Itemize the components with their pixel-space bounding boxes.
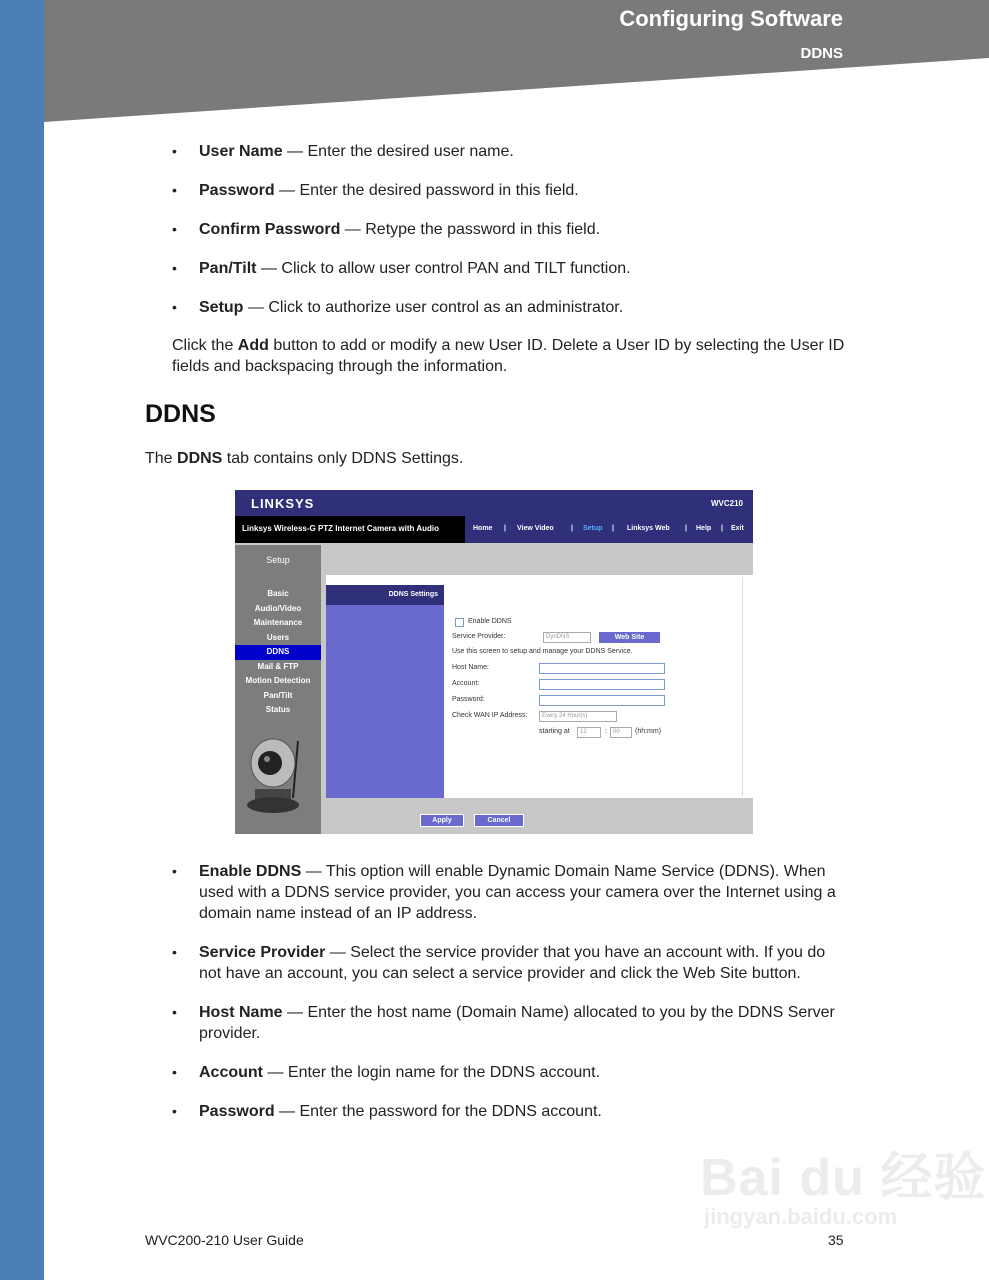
list-item: • Confirm Password — Retype the password in this field.: [172, 219, 842, 240]
list-item: • Account — Enter the login name for the DDNS account.: [172, 1062, 842, 1083]
account-input[interactable]: [539, 679, 665, 690]
sidebar-item-status[interactable]: Status: [265, 705, 291, 714]
action-bar: [326, 807, 753, 834]
sidebar-item-motion-detection[interactable]: Motion Detection: [245, 676, 311, 685]
sidebar-title: Setup: [266, 555, 290, 565]
watermark-logo: Bai du 经验: [700, 1149, 987, 1207]
web-site-button[interactable]: Web Site: [598, 631, 661, 644]
user-fields-list: [172, 141, 842, 336]
header-title: Configuring Software: [619, 6, 843, 31]
sidebar-menu: [235, 587, 321, 718]
ddns-settings-panel: [326, 575, 753, 798]
password-label: Password:: [452, 696, 485, 703]
linksys-logo: LINKSYS: [251, 496, 315, 511]
ddns-hint: Use this screen to setup and manage your DDNS Service.: [452, 648, 633, 655]
nav-links: [465, 516, 753, 543]
nav-help[interactable]: Help: [696, 525, 712, 532]
nav-linksys-web[interactable]: Linksys Web: [627, 525, 670, 532]
ddns-settings-tab: DDNS Settings: [326, 585, 444, 605]
list-item: • Password — Enter the password for the DDNS account.: [172, 1101, 842, 1122]
list-item: • Pan/Tilt — Click to allow user control PAN and TILT function.: [172, 258, 842, 279]
camera-icon: [243, 723, 313, 823]
sidebar-item-basic[interactable]: Basic: [267, 589, 289, 598]
check-wan-label: Check WAN IP Address:: [452, 712, 528, 719]
enable-ddns-checkbox[interactable]: [455, 618, 464, 627]
section-heading: DDNS: [145, 400, 216, 428]
list-item: • Password — Enter the desired password in this field.: [172, 180, 842, 201]
header-subtitle: DDNS: [800, 45, 843, 62]
host-name-label: Host Name:: [452, 664, 489, 671]
add-paragraph: Click the Add button to add or modify a new User ID. Delete a User ID by selecting the User ID fields and backspacing through the information.: [172, 337, 845, 375]
service-provider-label: Service Provider:: [452, 633, 506, 640]
nav-exit[interactable]: Exit: [731, 525, 744, 532]
setup-sidebar: [235, 545, 321, 834]
footer-guide-title: WVC200-210 User Guide: [145, 1232, 304, 1248]
nav-view-video[interactable]: View Video: [517, 525, 554, 532]
sidebar-item-maintenance[interactable]: Maintenance: [253, 618, 303, 627]
nav-separator: |: [685, 525, 687, 532]
settings-left-column: [326, 585, 444, 798]
product-name: Linksys Wireless-G PTZ Internet Camera with Audio: [242, 524, 440, 533]
list-item: • Enable DDNS — This option will enable Dynamic Domain Name Service (DDNS). When used with a DDNS service provider, you can access your camera over the Internet using a domain name instead of an IP address.: [172, 861, 842, 924]
nav-separator: |: [571, 525, 573, 532]
model-label: WVC210: [710, 499, 743, 508]
screenshot-topbar: [235, 490, 753, 516]
watermark: [700, 1135, 986, 1230]
account-label: Account:: [452, 680, 480, 687]
password-input[interactable]: [539, 695, 665, 706]
header-banner: [44, 0, 989, 125]
footer-page-number: 35: [828, 1232, 844, 1248]
time-colon: :: [605, 728, 607, 735]
left-color-bar: [0, 0, 44, 1280]
watermark-url: jingyan.baidu.com: [704, 1204, 898, 1229]
list-item: • Host Name — Enter the host name (Domain Name) allocated to you by the DDNS Server provider.: [172, 1002, 842, 1044]
sidebar-item-users[interactable]: Users: [266, 632, 290, 642]
minute-select[interactable]: 00: [610, 727, 632, 738]
time-format-label: (hh:mm): [635, 728, 662, 735]
cancel-button[interactable]: Cancel: [474, 814, 524, 827]
nav-setup[interactable]: Setup: [583, 525, 603, 532]
sidebar-item-mail-ftp[interactable]: Mail & FTP: [257, 661, 299, 671]
section-intro: The DDNS tab contains only DDNS Settings.: [145, 450, 464, 467]
nav-separator: |: [612, 525, 614, 532]
page-header: [44, 0, 989, 125]
check-interval-select[interactable]: Every 24 Hour(s): [539, 711, 617, 722]
panel-scrollbar[interactable]: [742, 577, 753, 796]
sidebar-item-ddns[interactable]: DDNS: [235, 645, 321, 660]
sidebar-item-audio-video[interactable]: Audio/Video: [254, 603, 302, 613]
nav-separator: |: [721, 525, 723, 532]
apply-button[interactable]: Apply: [420, 814, 464, 827]
ddns-screenshot: [235, 490, 753, 834]
host-name-input[interactable]: [539, 663, 665, 674]
service-provider-select[interactable]: DynDNS: [543, 632, 591, 643]
nav-separator: |: [504, 525, 506, 532]
sidebar-item-pan-tilt[interactable]: Pan/Tilt: [263, 690, 293, 700]
starting-at-label: starting at: [539, 728, 570, 735]
ddns-fields-list: [172, 861, 842, 1140]
screenshot-navbar: [235, 516, 753, 543]
list-item: • Setup — Click to authorize user control as an administrator.: [172, 297, 842, 318]
nav-home[interactable]: Home: [473, 525, 493, 532]
list-item: • Service Provider — Select the service provider that you have an account with. If you do not have an account, you can select a service provider and click the Web Site button.: [172, 942, 842, 984]
enable-ddns-label: Enable DDNS: [468, 618, 512, 625]
list-item: • User Name — Enter the desired user name.: [172, 141, 842, 162]
hour-select[interactable]: 12: [577, 727, 601, 738]
